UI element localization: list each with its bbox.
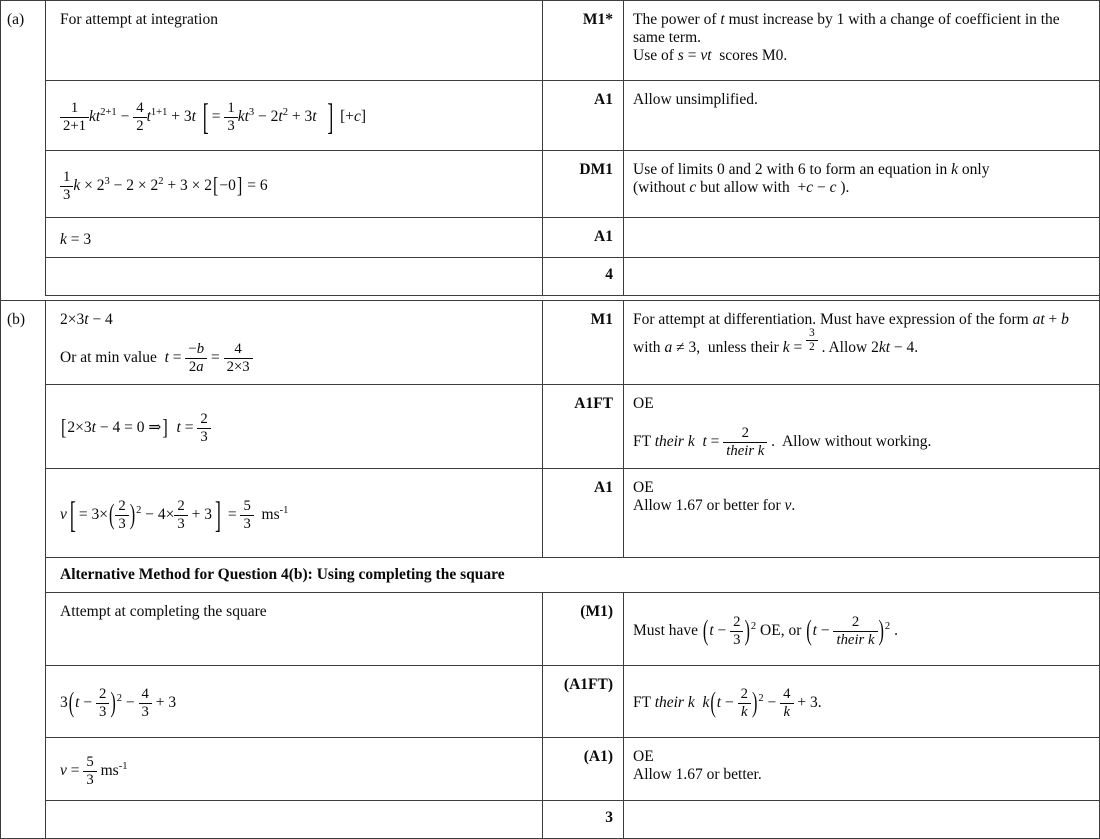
working-cell-a1 — [46, 1, 543, 81]
comment-text-alt1: Must have (t − $\frac{2}{3}$ )$^2$ OE, or (t − 2 their k )$^2$ . — [633, 613, 898, 648]
working-cell-a3 — [46, 151, 543, 218]
total-marks-a: 4 — [605, 265, 613, 283]
working-cell-alt2 — [46, 666, 543, 738]
alt-method-header-text: Alternative Method for Question 4(b): Using completing the square — [60, 566, 505, 583]
mark-cell-alt1 — [543, 593, 624, 666]
working-cell-alt3 — [46, 738, 543, 801]
comment-cell-a1 — [624, 1, 1099, 81]
mark-text-a4: A1 — [594, 228, 613, 245]
mark-text-alt1: (M1) — [580, 603, 613, 620]
working-cell-a4 — [46, 218, 543, 258]
comment-text-b1: For attempt at differentiation. Must have expression of the form at + b with a ≠ 3, unless their k = $\frac{3}{2}$ . Allow 2kt − 4. — [633, 311, 1073, 356]
working-cell-a2 — [46, 81, 543, 151]
working-text-alt1: Attempt at completing the square — [60, 603, 267, 620]
mark-text-a3: DM1 — [579, 161, 613, 178]
part-label-a — [1, 1, 46, 296]
working-formula-a2: $\frac{1}{2+1}$ $kt^{2+1}$ − $\frac{4}{2}$ $t^{1+1} + 3t$ [ = $\frac{1}{3}$ $kt^3 - 2t^2 + 3t$ ] [+c] — [60, 100, 366, 135]
part-a-text: (a) — [7, 11, 25, 28]
mark-cell-alt2 — [543, 666, 624, 738]
working-formula-b3: v [ = 3×( $\frac{2}{3}$ )$^2$ − 4× $\frac{2}{3}$ + 3 ] = $\frac{5}{3}$ $ms^{-1}$ — [60, 492, 289, 535]
mark-text-a2: A1 — [594, 91, 613, 108]
mark-cell-b2 — [543, 385, 624, 469]
working-formula-alt2: 3(t − $\frac{2}{3}$ )$^2$ − $\frac{4}{3}$ + 3 — [60, 686, 177, 720]
comment-cell-a4 — [624, 218, 1099, 258]
working-cell-b2 — [46, 385, 543, 469]
working-text-a1: For attempt at integration — [60, 11, 218, 28]
mark-cell-b1 — [543, 301, 624, 385]
mark-text-a1: M1* — [582, 11, 613, 28]
working-cell-b-total — [46, 801, 543, 838]
comment-text-b3: OE Allow 1.67 or better for v. — [633, 479, 796, 514]
mark-text-b1: M1 — [590, 311, 613, 328]
comment-cell-a-total — [624, 258, 1099, 296]
mark-text-b2: A1FT — [574, 395, 613, 412]
mark-cell-a3 — [543, 151, 624, 218]
comment-text-alt2: FT their k k(t − $\frac{2}{k}$ )$^2$ − $\frac{4}{k}$ + 3. — [633, 686, 822, 720]
comment-text-a3: Use of limits 0 and 2 with 6 to form an equation in k only (without c but allow with +c − c ). — [633, 161, 990, 196]
working-cell-a-total — [46, 258, 543, 296]
alt-method-header — [46, 558, 1099, 593]
mark-cell-a1 — [543, 1, 624, 81]
mark-cell-b3 — [543, 469, 624, 558]
working-formula-b2: [2×3t − 4 = 0 ⇒] t = $\frac{2}{3}$ — [60, 411, 211, 446]
comment-text-alt3: OE Allow 1.67 or better. — [633, 748, 762, 783]
working-cell-alt1 — [46, 593, 543, 666]
mark-cell-alt3 — [543, 738, 624, 801]
total-marks-b: 3 — [605, 808, 613, 826]
comment-cell-b1 — [624, 301, 1099, 385]
comment-cell-b-total — [624, 801, 1099, 838]
working-cell-b3 — [46, 469, 543, 558]
mark-text-alt2: (A1FT) — [563, 676, 613, 693]
comment-text-a2: Allow unsimplified. — [633, 91, 758, 108]
working-formula-a3: $\frac{1}{3}$ $k \times 2^3 - 2 \times 2^2 + 3 \times 2[-0] = 6$ — [60, 169, 268, 204]
comment-cell-alt3 — [624, 738, 1099, 801]
comment-text-a1: The power of t must increase by 1 with a change of coefficient in the same term. Use of s = vt scores M0. — [633, 11, 1060, 64]
comment-cell-alt2 — [624, 666, 1099, 738]
mark-cell-a2 — [543, 81, 624, 151]
comment-cell-b2 — [624, 385, 1099, 469]
part-b-text: (b) — [7, 311, 26, 328]
mark-cell-a-total — [543, 258, 624, 296]
comment-cell-a2 — [624, 81, 1099, 151]
mark-cell-b-total — [543, 801, 624, 838]
part-label-b — [1, 301, 46, 838]
working-formula-b1: 2×3t − 4 Or at min value t = $\frac{-b}{2a}$ = $\frac{4}{2\times 3}$ — [60, 311, 532, 376]
comment-cell-b3 — [624, 469, 1099, 558]
working-cell-b1 — [46, 301, 543, 385]
mark-text-alt3: (A1) — [583, 748, 613, 765]
comment-cell-a3 — [624, 151, 1099, 218]
comment-cell-alt1 — [624, 593, 1099, 666]
working-formula-alt3: v = $\frac{5}{3}$ $ms^{-1}$ — [60, 753, 128, 788]
comment-text-b2: OE FT their k t = 2 their k . Allow without working. — [633, 395, 932, 459]
mark-text-b3: A1 — [594, 479, 613, 496]
working-formula-a4: k = 3 — [60, 230, 92, 248]
mark-cell-a4 — [543, 218, 624, 258]
